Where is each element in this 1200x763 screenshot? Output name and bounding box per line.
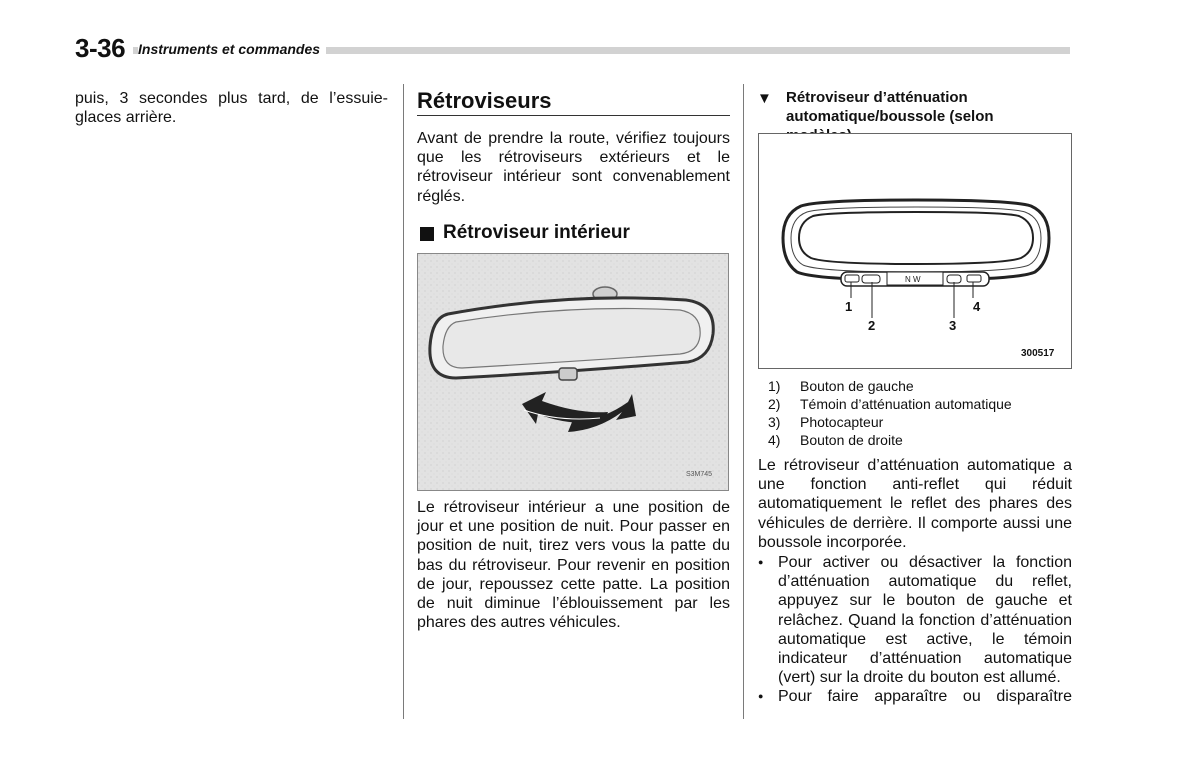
column-divider-left [403, 84, 404, 719]
running-header-text: Instruments et commandes [138, 41, 321, 57]
column-divider-right [743, 84, 744, 719]
triangle-bullet-icon: ▼ [757, 90, 772, 107]
continued-paragraph: puis, 3 secondes plus tard, de l’essuie-glaces arrière. [75, 90, 388, 127]
running-header-title [138, 41, 326, 57]
auto-dimming-subsection-title: Rétroviseur d’atténuation automatique/boussole (selon [786, 89, 994, 125]
legend-item [768, 431, 1012, 449]
section-title: Rétroviseurs [417, 88, 552, 113]
legend-item [768, 413, 1012, 431]
bullet-item [758, 687, 1072, 706]
bullet-text: Pour faire apparaître ou disparaître [778, 688, 1072, 705]
intro-paragraph: Avant de prendre la route, vérifiez toujours que les rétroviseurs extérieurs et le rétroviseur intérieur sont convenablement réglés. [417, 130, 730, 205]
callout-4: 4 [973, 299, 981, 314]
auto-dimming-mirror-drawing [759, 134, 1072, 369]
bullet-dot-icon: ● [758, 691, 764, 701]
legend-item [768, 395, 1012, 413]
legend-number: 1) [768, 378, 781, 394]
legend-label: Témoin d’atténuation automatique [800, 396, 1012, 412]
legend-label: Photocapteur [800, 414, 884, 430]
legend-number: 2) [768, 396, 781, 412]
section-title-rule [417, 115, 730, 116]
interior-mirror-paragraph: Le rétroviseur intérieur a une position de jour et une position de nuit. Pour passer en position de nuit, tirez vers vous la patte du bas du rétroviseur. Pour revenir en position de jour, repoussez cette patte. La position de nuit diminue l’éblouissement par les phares des autres véhicules. [417, 499, 730, 632]
bullet-text: Pour activer ou désactiver la fonction d’atténuation automatique du reflet, appuyez sur le bouton de gauche et relâchez. Quand la fonction d’atténuation automatique est active, le témoin indicateur d’atténuation automatique (vert) sur la droite du bouton est allumé. [778, 554, 1072, 687]
interior-mirror-illustration [417, 253, 729, 491]
auto-dimming-mirror-figure [758, 133, 1072, 369]
subsection-title: Rétroviseur intérieur [443, 222, 630, 243]
callout-1: 1 [845, 299, 853, 314]
page-number: 3-36 [75, 33, 126, 63]
bullet-dot-icon: ● [758, 557, 764, 567]
legend-label: Bouton de droite [800, 432, 903, 448]
callout-3: 3 [949, 318, 957, 333]
figure-legend [768, 377, 1012, 449]
interior-mirror-drawing [418, 254, 729, 491]
legend-number: 3) [768, 414, 781, 430]
auto-dimming-paragraph: Le rétroviseur d’atténuation automatique a une fonction anti-reflet qui réduit automatiquement le reflet des phares des véhicules de derrière. Il comporte aussi une boussole incorporée. [758, 457, 1072, 551]
svg-text:S3M745: S3M745 [686, 471, 713, 478]
bullet-item [758, 553, 1072, 687]
legend-number: 4) [768, 432, 781, 448]
figure-code: 300517 [1021, 348, 1055, 359]
subsection-square-icon [420, 227, 434, 241]
legend-item [768, 377, 1012, 395]
callout-2: 2 [868, 318, 876, 333]
svg-text:N W: N W [905, 275, 921, 284]
legend-label: Bouton de gauche [800, 378, 914, 394]
